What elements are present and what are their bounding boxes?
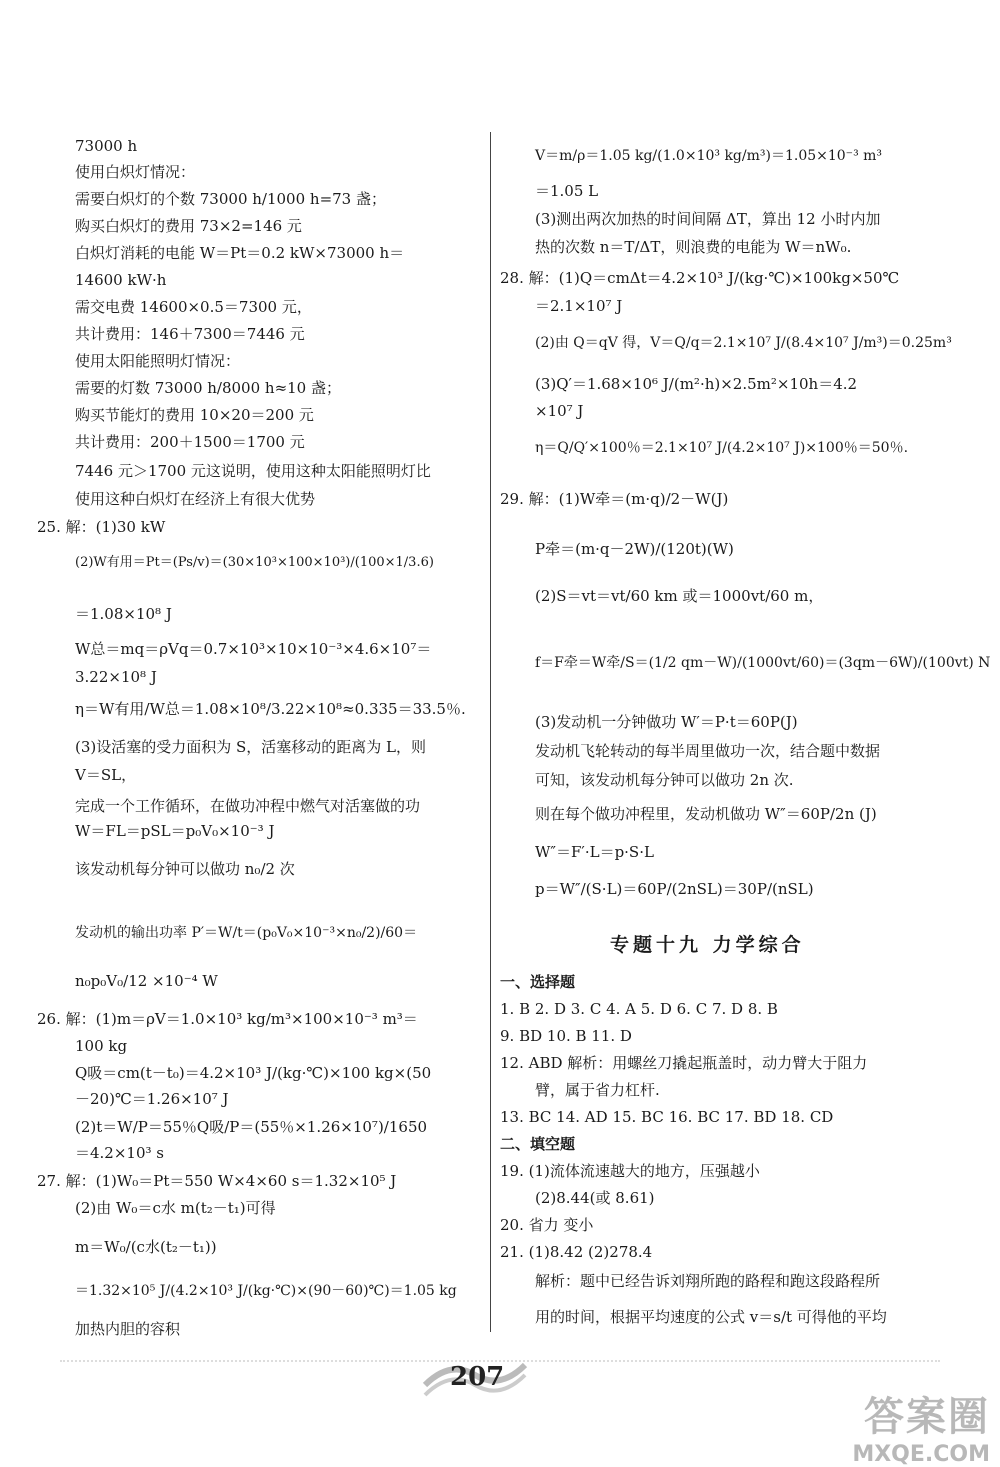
answer-line: 1. B 2. D 3. C 4. A 5. D 6. C 7. D 8. B: [500, 1000, 778, 1018]
text-line: 发动机飞轮转动的每半周里做功一次，结合题中数据: [535, 742, 881, 760]
watermark-logo: 答案圈: [864, 1394, 990, 1440]
formula-line: W″＝F′·L＝p·S·L: [535, 843, 654, 861]
formula-line: p＝W″/(S·L)＝60P/(2nSL)＝30P/(nSL): [535, 880, 814, 898]
watermark-url: MXQE.COM: [852, 1442, 990, 1467]
text-line: 使用白炽灯情况：: [75, 163, 196, 181]
text-line: 需要的灯数 73000 h/8000 h≈10 盏；: [75, 379, 341, 397]
formula-line: (2)S＝vt＝vt/60 km 或＝1000vt/60 m，: [535, 587, 824, 605]
text-line: (3)测出两次加热的时间间隔 ΔT，算出 12 小时内加: [535, 210, 881, 228]
text-line: 需交电费 14600×0.5＝7300 元，: [75, 298, 312, 316]
text-line: W总＝mq＝ρVq＝0.7×10³×10×10⁻³×4.6×10⁷＝: [75, 640, 432, 658]
answer-line: 12. ABD 解析：用螺丝刀撬起瓶盖时，动力臂大于阻力: [500, 1054, 868, 1072]
text-line: (3)发动机一分钟做功 W′＝P·t＝60P(J): [535, 713, 798, 731]
text-line: ×10⁷ J: [535, 402, 584, 420]
page-number: 207: [450, 1362, 505, 1392]
text-line: 该发动机每分钟可以做功 n₀/2 次: [75, 860, 295, 878]
text-line: ＝1.08×10⁸ J: [75, 605, 172, 623]
text-line: V＝SL，: [75, 766, 137, 784]
section-heading: 专题十九 力学综合: [610, 934, 805, 956]
text-line: 73000 h: [75, 137, 138, 155]
column-divider: [490, 132, 491, 1332]
problem-29: 29. 解：(1)W牵＝(m·q)/2－W(J): [500, 490, 729, 508]
text-line: 白炽灯消耗的电能 W＝Pt＝0.2 kW×73000 h＝: [75, 244, 405, 262]
problem-28: 28. 解：(1)Q＝cmΔt＝4.2×10³ J/(kg·℃)×100kg×50℃: [500, 269, 900, 287]
answer-line: 用的时间，根据平均速度的公式 v＝s/t 可得他的平均: [535, 1308, 887, 1326]
text-line: 购买节能灯的费用 10×20＝200 元: [75, 406, 314, 424]
text-line: ＝1.05 L: [535, 182, 599, 200]
formula-line: (2)由 Q＝qV 得，V＝Q/q＝2.1×10⁷ J/(8.4×10⁷ J/m³)＝0.25m³: [535, 335, 952, 351]
text-line: 使用这种白炽灯在经济上有很大优势: [75, 490, 316, 508]
text-line: (3)设活塞的受力面积为 S，活塞移动的距离为 L，则: [75, 738, 427, 756]
formula-line: 发动机的输出功率 P′＝W/t＝(p₀V₀×10⁻³×n₀/2)/60＝: [75, 925, 418, 941]
formula-line: ＝1.32×10⁵ J/(4.2×10³ J/(kg·℃)×(90－60)℃)＝1.05 kg: [75, 1283, 457, 1299]
text-line: 共计费用：200＋1500＝1700 元: [75, 433, 305, 451]
section-title-fill: 二、填空题: [500, 1135, 576, 1153]
text-line: (3)Q′＝1.68×10⁶ J/(m²·h)×2.5m²×10h＝4.2: [535, 375, 858, 393]
answer-line: 解析：题中已经告诉刘翔所跑的路程和跑这段路程所: [535, 1272, 881, 1290]
answer-line: 21. (1)8.42 (2)278.4: [500, 1243, 653, 1261]
text-line: 可知，该发动机每分钟可以做功 2n 次.: [535, 771, 794, 789]
text-line: －20)℃＝1.26×10⁷ J: [75, 1090, 229, 1108]
text-line: 3.22×10⁸ J: [75, 668, 157, 686]
text-line: 使用太阳能照明灯情况：: [75, 352, 241, 370]
formula-line: 则在每个做功冲程里，发动机做功 W″＝60P/2n (J): [535, 805, 877, 823]
text-line: (2)由 W₀＝c水 m(t₂－t₁)可得: [75, 1199, 276, 1217]
answer-line: 20. 省力 变小: [500, 1216, 594, 1234]
text-line: 购买白炽灯的费用 73×2=146 元: [75, 217, 302, 235]
text-line: 需要白炽灯的个数 73000 h/1000 h=73 盏；: [75, 190, 386, 208]
formula-line: V＝m/ρ＝1.05 kg/(1.0×10³ kg/m³)＝1.05×10⁻³ m³: [535, 148, 883, 164]
formula-line: (2)W有用＝Pt＝(Ps/v)＝(30×10³×100×10³)/(100×1/3.6): [75, 555, 434, 570]
watermark: [852, 1385, 990, 1467]
problem-26: 26. 解：(1)m＝ρV＝1.0×10³ kg/m³×100×10⁻³ m³＝: [37, 1010, 418, 1028]
formula-line: P牵＝(m·q－2W)/(120t)(W): [535, 540, 734, 558]
text-line: Q吸＝cm(t－t₀)＝4.2×10³ J/(kg·℃)×100 kg×(50: [75, 1064, 432, 1082]
text-line: 共计费用：146＋7300＝7446 元: [75, 325, 305, 343]
answer-line: (2)8.44(或 8.61): [535, 1189, 655, 1207]
text-line: 100 kg: [75, 1037, 128, 1055]
formula-line: n₀p₀V₀/12 ×10⁻⁴ W: [75, 972, 218, 990]
formula-line: η＝W有用/W总＝1.08×10⁸/3.22×10⁸≈0.335＝33.5％.: [75, 700, 466, 718]
text-line: ＝4.2×10³ s: [75, 1144, 164, 1162]
answer-line: 19. (1)流体流速越大的地方，压强越小: [500, 1162, 760, 1180]
text-line: (2)t＝W/P＝55％Q吸/P＝(55％×1.26×10⁷)/1650: [75, 1118, 428, 1136]
problem-27: 27. 解：(1)W₀＝Pt＝550 W×4×60 s＝1.32×10⁵ J: [37, 1172, 397, 1190]
section-title-choice: 一、选择题: [500, 973, 576, 991]
formula-line: f＝F牵＝W牵/S＝(1/2 qm－W)/(1000vt/60)＝(3qm－6W)/(100vt) N: [535, 655, 991, 671]
formula-line: m＝W₀/(c水(t₂－t₁)): [75, 1238, 217, 1256]
answer-line: 13. BC 14. AD 15. BC 16. BC 17. BD 18. CD: [500, 1108, 834, 1126]
text-line: ＝2.1×10⁷ J: [535, 297, 623, 315]
answer-line: 臂，属于省力杠杆.: [535, 1081, 660, 1099]
text-line: 7446 元＞1700 元这说明，使用这种太阳能照明灯比: [75, 462, 431, 480]
answer-line: 9. BD 10. B 11. D: [500, 1027, 632, 1045]
formula-line: η＝Q/Q′×100％＝2.1×10⁷ J/(4.2×10⁷ J)×100％＝50％.: [535, 440, 909, 456]
problem-25: 25. 解：(1)30 kW: [37, 518, 166, 536]
text-line: 14600 kW·h: [75, 271, 167, 289]
text-line: 完成一个工作循环，在做功冲程中燃气对活塞做的功: [75, 797, 421, 815]
text-line: 热的次数 n＝T/ΔT，则浪费的电能为 W＝nW₀.: [535, 238, 852, 256]
text-line: W＝FL＝pSL＝p₀V₀×10⁻³ J: [75, 822, 275, 840]
text-line: 加热内胆的容积: [75, 1320, 181, 1338]
